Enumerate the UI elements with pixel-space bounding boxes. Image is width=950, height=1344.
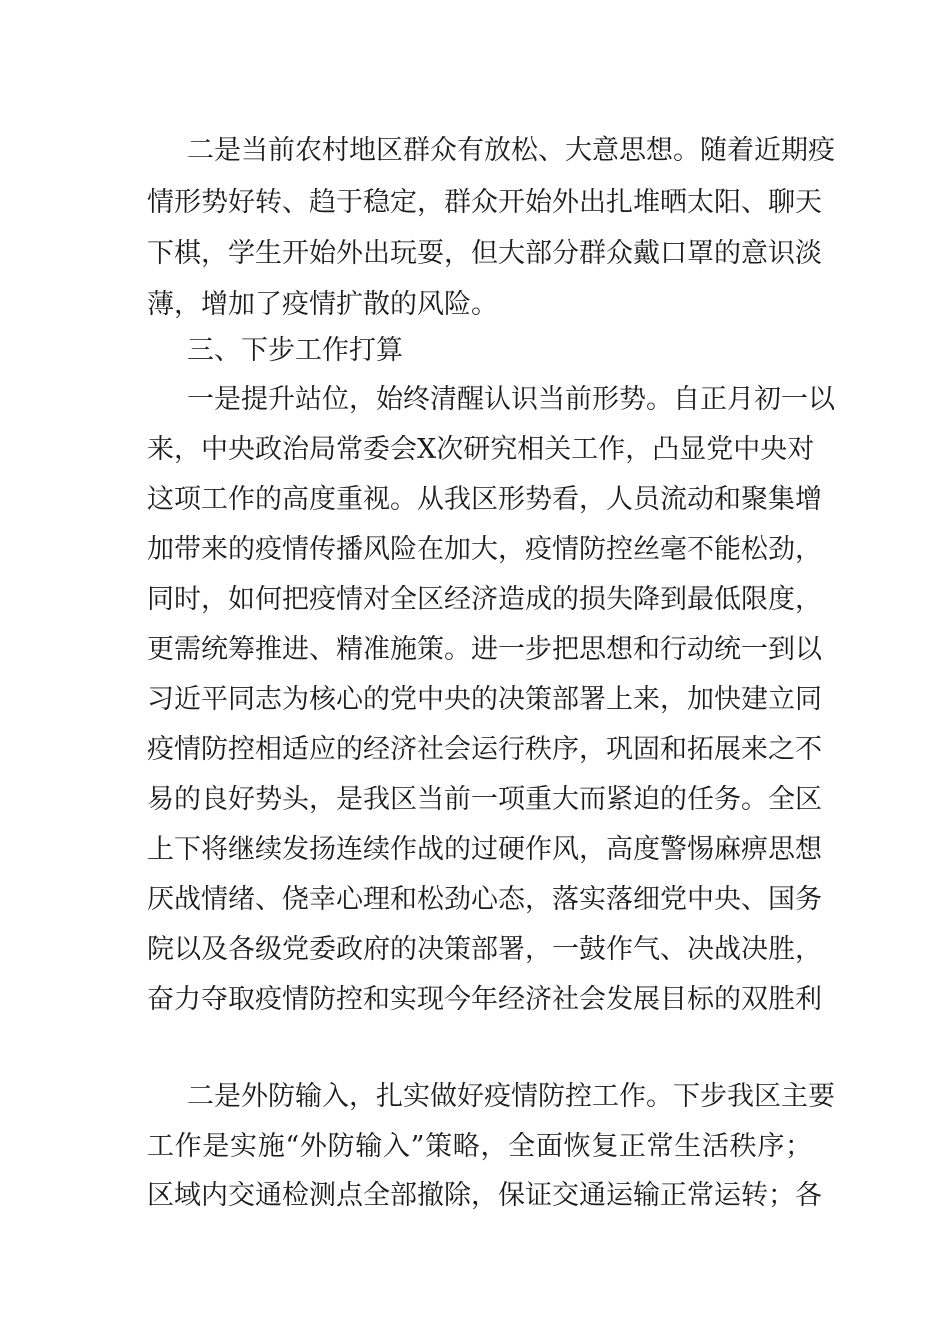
paragraph-line: 工作是实施“外防输入”策略，全面恢复正常生活秩序； xyxy=(147,1131,812,1162)
paragraph-line: 厌战情绪、侥幸心理和松劲心态，落实落细党中央、国务 xyxy=(147,884,822,915)
paragraph-line: 二是当前农村地区群众有放松、大意思想。随着近期疫 xyxy=(187,135,835,166)
paragraph-line: 一是提升站位，始终清醒认识当前形势。自正月初一以 xyxy=(187,384,835,415)
paragraph-line: 院以及各级党委政府的决策部署，一鼓作气、决战决胜， xyxy=(147,934,822,965)
paragraph-line: 上下将继续发扬连续作战的过硬作风，高度警惕麻痹思想 xyxy=(147,834,822,865)
section-heading: 三、下步工作打算 xyxy=(187,335,403,366)
paragraph-line: 区域内交通检测点全部撤除，保证交通运输正常运转；各 xyxy=(147,1180,822,1211)
paragraph-line: 薄，增加了疫情扩散的风险。 xyxy=(147,289,498,320)
paragraph-line: 习近平同志为核心的党中央的决策部署上来，加快建立同 xyxy=(147,684,822,715)
paragraph-line: 这项工作的高度重视。从我区形势看，人员流动和聚集增 xyxy=(147,484,822,515)
paragraph-line: 疫情防控相适应的经济社会运行秩序，巩固和拓展来之不 xyxy=(147,734,822,765)
paragraph-line: 更需统筹推进、精准施策。进一步把思想和行动统一到以 xyxy=(147,634,822,665)
paragraph-line: 情形势好转、趋于稳定，群众开始外出扎堆晒太阳、聊天 xyxy=(147,187,822,218)
paragraph-line: 同时，如何把疫情对全区经济造成的损失降到最低限度， xyxy=(147,584,822,615)
paragraph-line: 奋力夺取疫情防控和实现今年经济社会发展目标的双胜利 xyxy=(147,984,822,1015)
paragraph-line: 加带来的疫情传播风险在加大，疫情防控丝毫不能松劲， xyxy=(147,534,822,565)
paragraph-line: 易的良好势头，是我区当前一项重大而紧迫的任务。全区 xyxy=(147,784,822,815)
paragraph-line: 来，中央政治局常委会X次研究相关工作，凸显党中央对 xyxy=(147,434,815,465)
paragraph-line: 二是外防输入，扎实做好疫情防控工作。下步我区主要 xyxy=(187,1081,835,1112)
paragraph-line: 下棋，学生开始外出玩耍，但大部分群众戴口罩的意识淡 xyxy=(147,238,822,269)
